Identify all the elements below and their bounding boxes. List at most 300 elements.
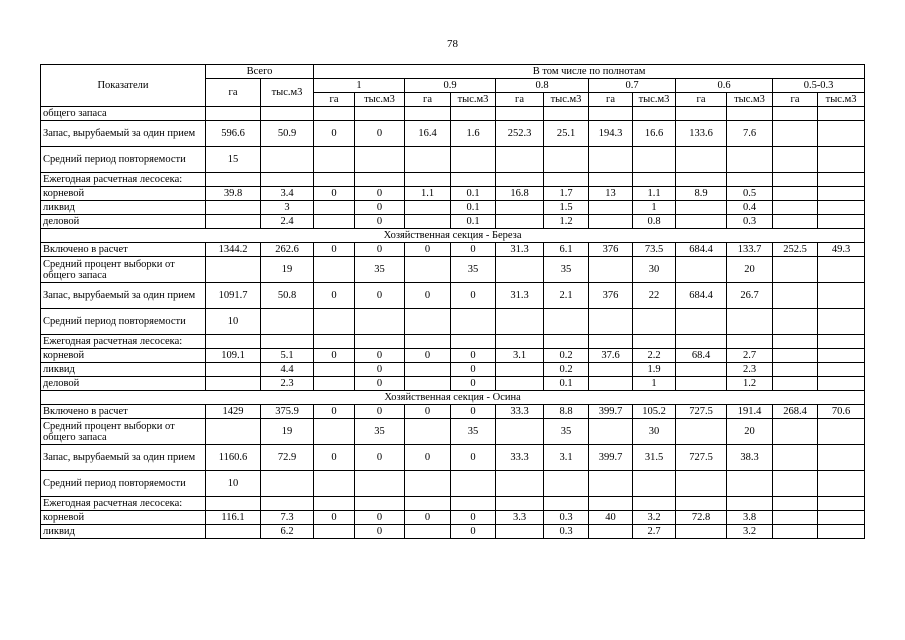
table-cell xyxy=(773,445,818,471)
table-cell xyxy=(405,215,451,229)
table-cell xyxy=(405,147,451,173)
table-cell xyxy=(314,257,355,283)
table-cell xyxy=(261,471,314,497)
table-cell: 1 xyxy=(633,377,676,391)
table-row xyxy=(41,243,865,257)
table-cell xyxy=(589,215,633,229)
table-cell: 35 xyxy=(544,257,589,283)
table-cell xyxy=(314,525,355,539)
table-cell xyxy=(451,309,496,335)
header-total-vol: тыс.м3 xyxy=(261,79,314,107)
table-cell xyxy=(676,201,727,215)
header-unit-vol: тыс.м3 xyxy=(633,93,676,107)
table-cell xyxy=(314,497,355,511)
table-cell xyxy=(818,511,865,525)
table-cell xyxy=(496,309,544,335)
table-cell xyxy=(355,173,405,187)
header-total-ha: га xyxy=(206,79,261,107)
table-row xyxy=(41,309,865,335)
section-row xyxy=(41,391,865,405)
table-cell: 16.6 xyxy=(633,121,676,147)
table-cell: 375.9 xyxy=(261,405,314,419)
table-cell xyxy=(496,147,544,173)
table-row xyxy=(41,257,865,283)
table-cell xyxy=(314,471,355,497)
table-cell xyxy=(633,147,676,173)
table-cell: 33.3 xyxy=(496,445,544,471)
table-cell: 0 xyxy=(451,349,496,363)
table-cell xyxy=(773,525,818,539)
table-cell: 0 xyxy=(355,243,405,257)
table-cell: 1.6 xyxy=(451,121,496,147)
table-cell: 49.3 xyxy=(818,243,865,257)
table-cell: 2.2 xyxy=(633,349,676,363)
table-cell: 0 xyxy=(355,363,405,377)
table-cell xyxy=(206,525,261,539)
table-cell xyxy=(773,349,818,363)
table-cell: 0 xyxy=(355,283,405,309)
table-cell xyxy=(544,309,589,335)
table-row xyxy=(41,335,865,349)
table-cell xyxy=(405,257,451,283)
table-cell xyxy=(405,335,451,349)
table-cell: 0 xyxy=(451,445,496,471)
table-cell xyxy=(451,173,496,187)
table-cell xyxy=(496,215,544,229)
table-cell xyxy=(818,187,865,201)
table-cell: 0 xyxy=(405,511,451,525)
table-cell: 1.2 xyxy=(727,377,773,391)
table-cell: 252.3 xyxy=(496,121,544,147)
header-including: В том числе по полнотам xyxy=(314,65,865,79)
table-cell xyxy=(818,377,865,391)
header-group: 1 xyxy=(314,79,405,93)
table-cell: 252.5 xyxy=(773,243,818,257)
table-cell: 0 xyxy=(405,445,451,471)
header-unit-vol: тыс.м3 xyxy=(355,93,405,107)
table-cell xyxy=(314,335,355,349)
table-row xyxy=(41,511,865,525)
table-cell xyxy=(314,173,355,187)
table-cell: 3.4 xyxy=(261,187,314,201)
table-cell xyxy=(773,121,818,147)
table-cell xyxy=(314,215,355,229)
table-row xyxy=(41,377,865,391)
table-cell: 1.5 xyxy=(544,201,589,215)
table-cell: 0 xyxy=(355,121,405,147)
table-cell xyxy=(405,107,451,121)
table-cell: 3.8 xyxy=(727,511,773,525)
table-cell: 0 xyxy=(405,349,451,363)
row-label: общего запаса xyxy=(41,107,206,121)
table-cell: 13 xyxy=(589,187,633,201)
table-cell xyxy=(773,419,818,445)
table-cell: 0 xyxy=(451,363,496,377)
table-cell xyxy=(451,497,496,511)
table-cell xyxy=(314,201,355,215)
header-unit-ha: га xyxy=(496,93,544,107)
row-label: Ежегодная расчетная лесосека: xyxy=(41,497,206,511)
table-cell: 40 xyxy=(589,511,633,525)
row-label: корневой xyxy=(41,349,206,363)
header-unit-vol: тыс.м3 xyxy=(818,93,865,107)
table-cell: 0 xyxy=(314,349,355,363)
table-cell xyxy=(314,377,355,391)
row-label: деловой xyxy=(41,215,206,229)
table-cell xyxy=(676,257,727,283)
table-cell: 0.1 xyxy=(544,377,589,391)
table-cell: 0 xyxy=(451,405,496,419)
table-cell: 133.6 xyxy=(676,121,727,147)
table-cell: 8.9 xyxy=(676,187,727,201)
table-cell: 10 xyxy=(206,471,261,497)
table-cell: 268.4 xyxy=(773,405,818,419)
table-cell xyxy=(773,497,818,511)
table-cell xyxy=(206,497,261,511)
row-label: деловой xyxy=(41,377,206,391)
table-cell: 0 xyxy=(451,525,496,539)
table-cell: 1.1 xyxy=(405,187,451,201)
row-label: Запас, вырубаемый за один прием xyxy=(41,283,206,309)
table-cell xyxy=(727,107,773,121)
table-cell xyxy=(206,201,261,215)
table-row xyxy=(41,525,865,539)
table-cell xyxy=(818,335,865,349)
table-cell: 0 xyxy=(355,525,405,539)
table-cell xyxy=(818,107,865,121)
table-cell xyxy=(676,471,727,497)
table-cell xyxy=(451,147,496,173)
table-cell: 2.7 xyxy=(633,525,676,539)
table-cell xyxy=(206,215,261,229)
table-cell: 16.4 xyxy=(405,121,451,147)
table-cell xyxy=(589,363,633,377)
row-label: Ежегодная расчетная лесосека: xyxy=(41,173,206,187)
table-cell xyxy=(451,107,496,121)
table-row xyxy=(41,215,865,229)
header-row-1 xyxy=(41,65,865,79)
table-cell xyxy=(676,107,727,121)
table-cell xyxy=(496,335,544,349)
table-cell: 0 xyxy=(314,405,355,419)
table-cell: 2.3 xyxy=(727,363,773,377)
table-cell xyxy=(727,173,773,187)
table-cell: 0 xyxy=(355,349,405,363)
table-row xyxy=(41,349,865,363)
table-cell: 7.6 xyxy=(727,121,773,147)
table-cell: 68.4 xyxy=(676,349,727,363)
table-cell xyxy=(314,147,355,173)
table-cell xyxy=(773,309,818,335)
table-cell: 0 xyxy=(314,187,355,201)
table-cell xyxy=(818,419,865,445)
header-unit-ha: га xyxy=(773,93,818,107)
row-label: Запас, вырубаемый за один прием xyxy=(41,121,206,147)
table-cell xyxy=(589,173,633,187)
table-row xyxy=(41,419,865,445)
row-label: ликвид xyxy=(41,525,206,539)
table-cell xyxy=(314,107,355,121)
header-group: 0.5-0.3 xyxy=(773,79,865,93)
header-unit-vol: тыс.м3 xyxy=(727,93,773,107)
table-cell xyxy=(676,335,727,349)
table-cell: 7.3 xyxy=(261,511,314,525)
table-cell: 0 xyxy=(405,243,451,257)
table-row xyxy=(41,201,865,215)
table-cell: 0.5 xyxy=(727,187,773,201)
table-cell xyxy=(206,173,261,187)
table-cell xyxy=(773,257,818,283)
table-cell: 0.4 xyxy=(727,201,773,215)
table-cell: 8.8 xyxy=(544,405,589,419)
table-cell: 1.1 xyxy=(633,187,676,201)
header-unit-ha: га xyxy=(314,93,355,107)
table-row xyxy=(41,283,865,309)
table-cell xyxy=(206,377,261,391)
table-row xyxy=(41,121,865,147)
header-unit-ha: га xyxy=(676,93,727,107)
table-cell xyxy=(589,201,633,215)
table-cell: 15 xyxy=(206,147,261,173)
table-cell xyxy=(314,309,355,335)
table-cell xyxy=(773,471,818,497)
table-cell: 1.7 xyxy=(544,187,589,201)
table-cell: 1429 xyxy=(206,405,261,419)
table-cell xyxy=(773,187,818,201)
table-cell: 0 xyxy=(355,445,405,471)
table-cell xyxy=(496,363,544,377)
table-cell xyxy=(727,309,773,335)
table-cell xyxy=(727,497,773,511)
table-cell: 0 xyxy=(405,283,451,309)
table-cell: 116.1 xyxy=(206,511,261,525)
table-cell xyxy=(676,215,727,229)
table-cell xyxy=(261,497,314,511)
header-total: Всего xyxy=(206,65,314,79)
table-cell xyxy=(676,147,727,173)
table-cell: 72.8 xyxy=(676,511,727,525)
table-cell xyxy=(818,121,865,147)
table-cell xyxy=(773,283,818,309)
table-cell xyxy=(261,309,314,335)
table-cell xyxy=(314,419,355,445)
table-cell xyxy=(773,201,818,215)
table-cell xyxy=(633,309,676,335)
table-cell xyxy=(405,419,451,445)
table-cell: 35 xyxy=(451,257,496,283)
table-cell xyxy=(206,257,261,283)
table-cell: 3 xyxy=(261,201,314,215)
header-unit-vol: тыс.м3 xyxy=(544,93,589,107)
table-cell: 0 xyxy=(314,283,355,309)
table-cell: 0 xyxy=(355,201,405,215)
table-cell: 22 xyxy=(633,283,676,309)
table-cell xyxy=(773,215,818,229)
table-cell xyxy=(818,147,865,173)
table-cell xyxy=(496,257,544,283)
table-cell: 6.1 xyxy=(544,243,589,257)
table-cell xyxy=(405,309,451,335)
table-cell xyxy=(676,309,727,335)
table-cell xyxy=(261,147,314,173)
table-cell xyxy=(818,363,865,377)
table-cell xyxy=(818,471,865,497)
table-cell xyxy=(773,377,818,391)
table-cell: 376 xyxy=(589,283,633,309)
table-cell: 50.9 xyxy=(261,121,314,147)
table-cell: 0.8 xyxy=(633,215,676,229)
row-label: Ежегодная расчетная лесосека: xyxy=(41,335,206,349)
table-cell xyxy=(451,335,496,349)
table-cell: 105.2 xyxy=(633,405,676,419)
table-cell xyxy=(773,173,818,187)
table-row xyxy=(41,497,865,511)
header-group: 0.8 xyxy=(496,79,589,93)
table-cell xyxy=(773,363,818,377)
table-cell xyxy=(451,471,496,497)
table-cell xyxy=(314,363,355,377)
table-cell xyxy=(405,377,451,391)
row-label: корневой xyxy=(41,187,206,201)
section-row xyxy=(41,229,865,243)
table-cell: 30 xyxy=(633,419,676,445)
table-cell xyxy=(544,335,589,349)
section-title: Хозяйственная секция - Береза xyxy=(41,229,865,243)
table-row xyxy=(41,405,865,419)
table-cell xyxy=(496,471,544,497)
table-cell xyxy=(589,419,633,445)
table-cell: 2.7 xyxy=(727,349,773,363)
table-cell xyxy=(727,147,773,173)
table-cell: 0 xyxy=(314,445,355,471)
table-cell: 33.3 xyxy=(496,405,544,419)
table-cell: 0.1 xyxy=(451,215,496,229)
table-cell: 35 xyxy=(451,419,496,445)
table-cell xyxy=(589,525,633,539)
table-cell xyxy=(818,257,865,283)
table-cell: 2.3 xyxy=(261,377,314,391)
table-cell xyxy=(633,173,676,187)
header-group: 0.9 xyxy=(405,79,496,93)
table-cell: 684.4 xyxy=(676,283,727,309)
table-cell: 0 xyxy=(355,511,405,525)
table-cell: 20 xyxy=(727,419,773,445)
table-cell: 10 xyxy=(206,309,261,335)
table-cell xyxy=(544,173,589,187)
table-cell: 0 xyxy=(355,377,405,391)
table-cell: 5.1 xyxy=(261,349,314,363)
header-group: 0.7 xyxy=(589,79,676,93)
table-cell xyxy=(818,215,865,229)
table-cell: 399.7 xyxy=(589,405,633,419)
table-cell: 4.4 xyxy=(261,363,314,377)
table-row xyxy=(41,187,865,201)
table-cell xyxy=(773,335,818,349)
table-row xyxy=(41,471,865,497)
table-cell: 72.9 xyxy=(261,445,314,471)
table-cell: 3.1 xyxy=(496,349,544,363)
table-cell: 25.1 xyxy=(544,121,589,147)
table-cell xyxy=(496,173,544,187)
table-cell xyxy=(206,107,261,121)
page-number: 78 xyxy=(447,38,458,50)
table-cell xyxy=(633,107,676,121)
table-cell: 0 xyxy=(405,405,451,419)
table-cell xyxy=(261,107,314,121)
table-cell: 0 xyxy=(451,243,496,257)
table-cell xyxy=(496,201,544,215)
table-cell: 0 xyxy=(314,243,355,257)
table-cell xyxy=(818,201,865,215)
table-row xyxy=(41,173,865,187)
table-cell xyxy=(676,525,727,539)
table-cell xyxy=(633,497,676,511)
table-cell xyxy=(773,511,818,525)
table-row xyxy=(41,147,865,173)
table-cell xyxy=(496,525,544,539)
table-cell: 0 xyxy=(314,511,355,525)
table-cell xyxy=(818,445,865,471)
table-cell: 399.7 xyxy=(589,445,633,471)
table-cell xyxy=(496,377,544,391)
table-cell: 35 xyxy=(355,419,405,445)
table-cell: 1.9 xyxy=(633,363,676,377)
table-cell xyxy=(818,309,865,335)
table-cell: 50.8 xyxy=(261,283,314,309)
row-label: Средний период повторяемости xyxy=(41,471,206,497)
header-group: 0.6 xyxy=(676,79,773,93)
table-cell: 0 xyxy=(355,215,405,229)
table-cell xyxy=(589,147,633,173)
table-cell: 1.2 xyxy=(544,215,589,229)
table-cell xyxy=(355,107,405,121)
table-cell: 26.7 xyxy=(727,283,773,309)
table-cell: 0 xyxy=(355,405,405,419)
table-cell: 3.2 xyxy=(727,525,773,539)
table-cell xyxy=(589,471,633,497)
table-cell: 16.8 xyxy=(496,187,544,201)
table-cell: 70.6 xyxy=(818,405,865,419)
table-cell xyxy=(589,107,633,121)
table-cell xyxy=(496,107,544,121)
table-cell xyxy=(633,335,676,349)
table-cell xyxy=(405,173,451,187)
table-cell xyxy=(355,147,405,173)
section-title: Хозяйственная секция - Осина xyxy=(41,391,865,405)
table-cell: 3.2 xyxy=(633,511,676,525)
row-label: ликвид xyxy=(41,201,206,215)
table-cell xyxy=(405,497,451,511)
table-cell xyxy=(818,525,865,539)
table-cell xyxy=(544,471,589,497)
row-label: Средний период повторяемости xyxy=(41,147,206,173)
table-cell xyxy=(544,107,589,121)
table-cell: 30 xyxy=(633,257,676,283)
table-cell: 73.5 xyxy=(633,243,676,257)
header-unit-ha: га xyxy=(405,93,451,107)
table-cell xyxy=(261,173,314,187)
table-cell: 0.2 xyxy=(544,363,589,377)
table-cell xyxy=(773,147,818,173)
row-label: Запас, вырубаемый за один прием xyxy=(41,445,206,471)
table-cell xyxy=(261,335,314,349)
table-cell: 37.6 xyxy=(589,349,633,363)
table-cell: 2.4 xyxy=(261,215,314,229)
header-indicator: Показатели xyxy=(41,65,206,107)
header-unit-ha: га xyxy=(589,93,633,107)
table-cell: 596.6 xyxy=(206,121,261,147)
table-cell: 0 xyxy=(314,121,355,147)
